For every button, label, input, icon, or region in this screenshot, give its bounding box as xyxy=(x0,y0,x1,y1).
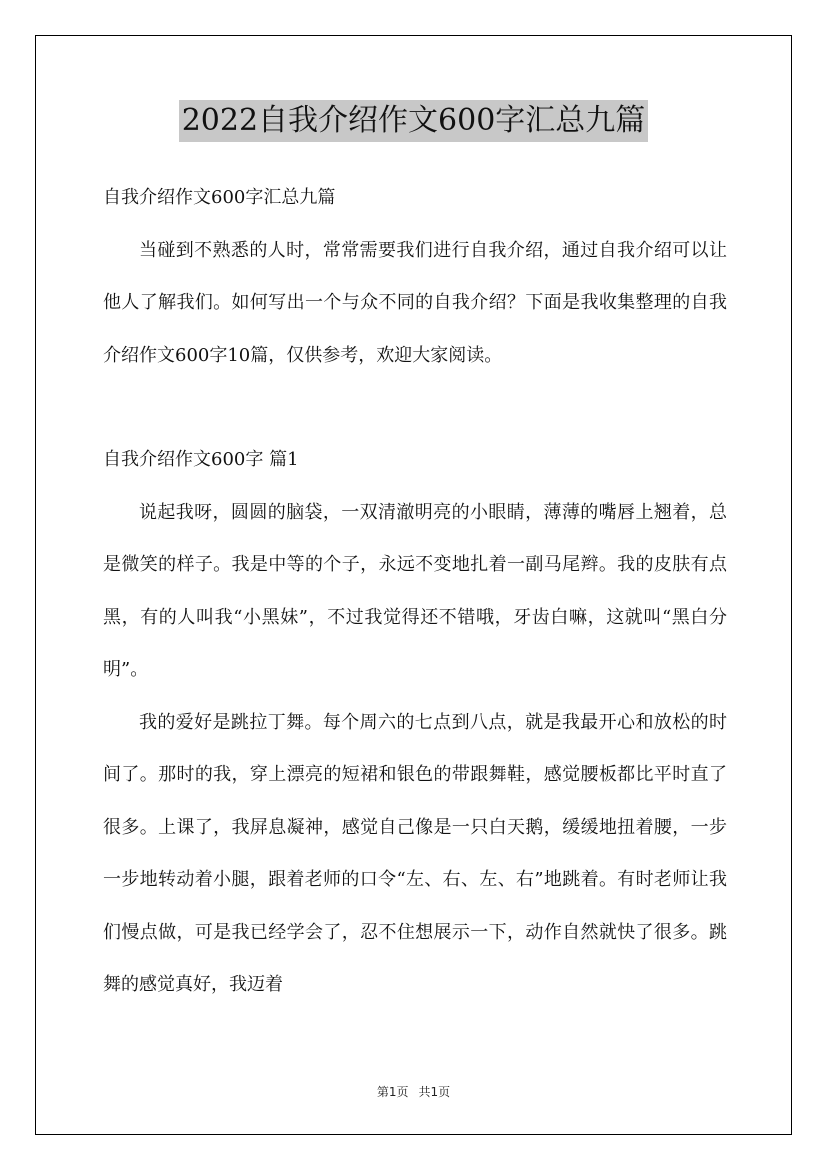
intro-paragraph: 当碰到不熟悉的人时，常常需要我们进行自我介绍，通过自我介绍可以让他人了解我们。如何写出一个与众不同的自我介绍？下面是我收集整理的自我介绍作文600字10篇，仅供参考，欢迎大家阅读。 xyxy=(103,239,727,366)
title-container xyxy=(0,100,827,142)
page-number-total: 共1页 xyxy=(418,1085,451,1099)
body-paragraph: 我的爱好是跳拉丁舞。每个周六的七点到八点，就是我最开心和放松的时间了。那时的我，穿上漂亮的短裙和银色的带跟舞鞋，感觉腰板都比平时直了很多。上课了，我屏息凝神，感觉自己像是一只白天鹅，缓缓地扭着腰，一步一步地转动着小腿，跟着老师的口令“左、右、左、右”地跳着。有时老师让我们慢点做，可是我已经学会了，忍不住想展示一下，动作自然就快了很多。跳舞的感觉真好，我迈着 xyxy=(103,711,727,995)
page-number-current: 第1页 xyxy=(376,1085,409,1099)
paragraph-gap xyxy=(103,382,727,434)
document-body xyxy=(103,172,727,1012)
page-footer xyxy=(0,1083,827,1101)
section-heading: 自我介绍作文600字 篇1 xyxy=(103,449,299,470)
document-title: 2022自我介绍作文600字汇总九篇 xyxy=(179,100,649,142)
document-subtitle: 自我介绍作文600字汇总九篇 xyxy=(103,187,336,208)
body-paragraph: 说起我呀，圆圆的脑袋，一双清澈明亮的小眼睛，薄薄的嘴唇上翘着，总是微笑的样子。我是中等的个子，永远不变地扎着一副马尾辫。我的皮肤有点黑，有的人叫我“小黑妹”，不过我觉得还不错哦，牙齿白嘛，这就叫“黑白分明”。 xyxy=(103,501,727,680)
